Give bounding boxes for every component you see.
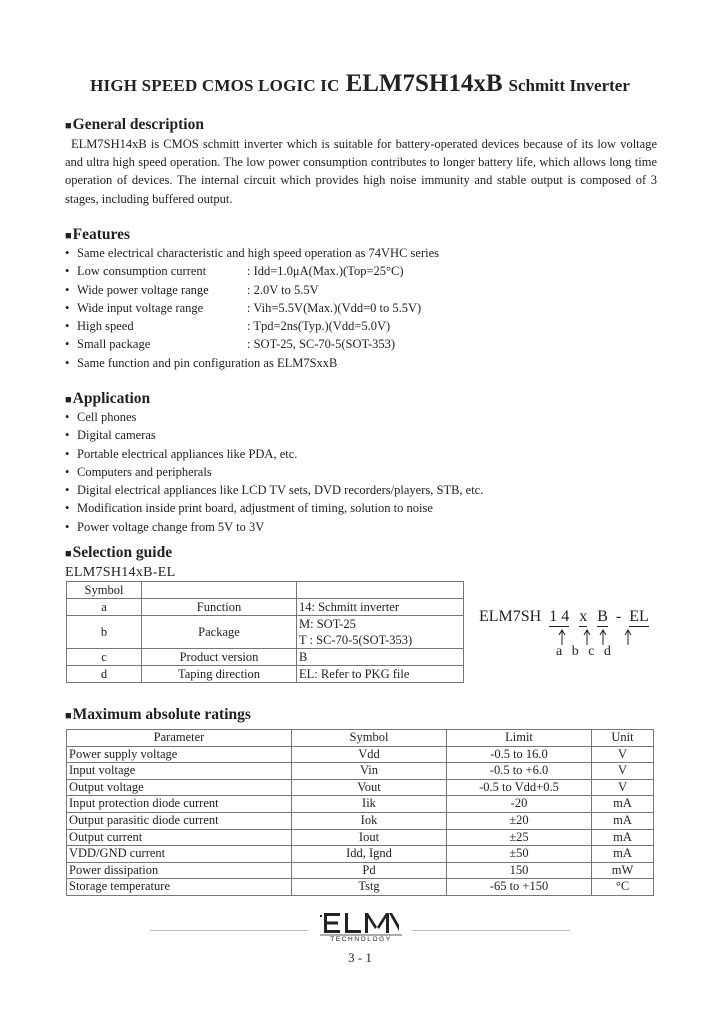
table-row: VDD/GND current Idd, Ignd ±50 mA	[67, 846, 654, 863]
list-item: • Cell phones	[65, 410, 137, 424]
table-row: Output voltage Vout -0.5 to Vdd+0.5 V	[67, 779, 654, 796]
features-list	[65, 244, 439, 372]
list-item: • Digital electrical appliances like LCD TV sets, DVD recorders/players, STB, etc.	[65, 483, 484, 498]
list-item: • Power voltage change from 5V to 3V	[65, 519, 265, 534]
list-item: • Same electrical characteristic and high speed operation as 74VHC series	[65, 246, 440, 260]
list-item: • Modification inside print board, adjustment of timing, solution to noise	[65, 501, 433, 516]
title-model: ELM7SH14xB	[345, 70, 503, 97]
page-number: 3 - 1	[348, 950, 372, 965]
table-row: c Product version B	[67, 649, 464, 666]
table-row: a Function 14: Schmitt inverter	[67, 599, 464, 616]
part-number: ELM7SH14xB-EL	[65, 565, 176, 580]
list-item: • Low consumption current : Idd=1.0μA(Max.)(Top=25°C)	[65, 264, 404, 279]
table-row: Power dissipation Pd 150 mW	[67, 862, 654, 879]
ratings-table	[66, 729, 654, 896]
application-list	[65, 408, 483, 536]
table-header-row: Parameter Symbol Limit Unit	[67, 730, 654, 747]
part-code-diagram: ELM7SH 1 4 x B - EL	[479, 608, 649, 625]
table-row: Power supply voltage Vdd -0.5 to 16.0 V	[67, 746, 654, 763]
features-heading: ■Features	[65, 226, 131, 243]
table-row: d Taping direction EL: Refer to PKG file	[67, 666, 464, 683]
code-letters: a b c d	[556, 644, 611, 659]
list-item: • Same function and pin configuration as ELM7SxxB	[65, 355, 338, 370]
general-heading: ■General description	[65, 116, 204, 133]
list-item: • Wide input voltage range : Vih=5.5V(Max.)(Vdd=0 to 5.5V)	[65, 300, 422, 315]
selection-table	[66, 581, 464, 683]
table-row: Output current Iout ±25 mA	[67, 829, 654, 846]
elm-logo	[320, 911, 402, 950]
table-row: Symbol	[67, 582, 464, 599]
application-heading: ■Application	[65, 390, 151, 407]
table-row: Storage temperature Tstg -65 to +150 °C	[67, 879, 654, 896]
table-row: Output parasitic diode current Iok ±20 mA	[67, 812, 654, 829]
page-title	[0, 70, 720, 98]
footer-rule-left	[150, 930, 308, 931]
list-item: • Computers and peripherals	[65, 464, 212, 479]
list-item: • Wide power voltage range : 2.0V to 5.5V	[65, 282, 319, 297]
table-row: Input protection diode current Iik -20 mA	[67, 796, 654, 813]
list-item: • Portable electrical appliances like PDA, etc.	[65, 446, 298, 461]
title-suffix: Schmitt Inverter	[508, 76, 630, 95]
selection-heading: ■Selection guide	[65, 544, 173, 561]
table-row: Input voltage Vin -0.5 to +6.0 V	[67, 763, 654, 780]
general-text: ELM7SH14xB is CMOS schmitt inverter which is suitable for battery-operated devices because of its low voltage and ultra high speed operation. The low power consumption contributes to longer battery life, which allows long time operation of devices. The internal circuit which provides high noise immunity and stable output is composed of 3 stages, including buffered output.	[65, 137, 657, 206]
ratings-heading: ■Maximum absolute ratings	[65, 706, 251, 723]
footer-rule-right	[412, 930, 570, 931]
list-item: • Small package : SOT-25, SC-70-5(SOT-353)	[65, 337, 396, 352]
table-row: b Package M: SOT-25 T : SC-70-5(SOT-353)	[67, 616, 464, 649]
list-item: • High speed : Tpd=2ns(Typ.)(Vdd=5.0V)	[65, 319, 391, 334]
list-item: • Digital cameras	[65, 428, 156, 443]
title-prefix: HIGH SPEED CMOS LOGIC IC	[90, 76, 340, 95]
logo-subtitle: TECHNOLOGY	[330, 936, 392, 943]
